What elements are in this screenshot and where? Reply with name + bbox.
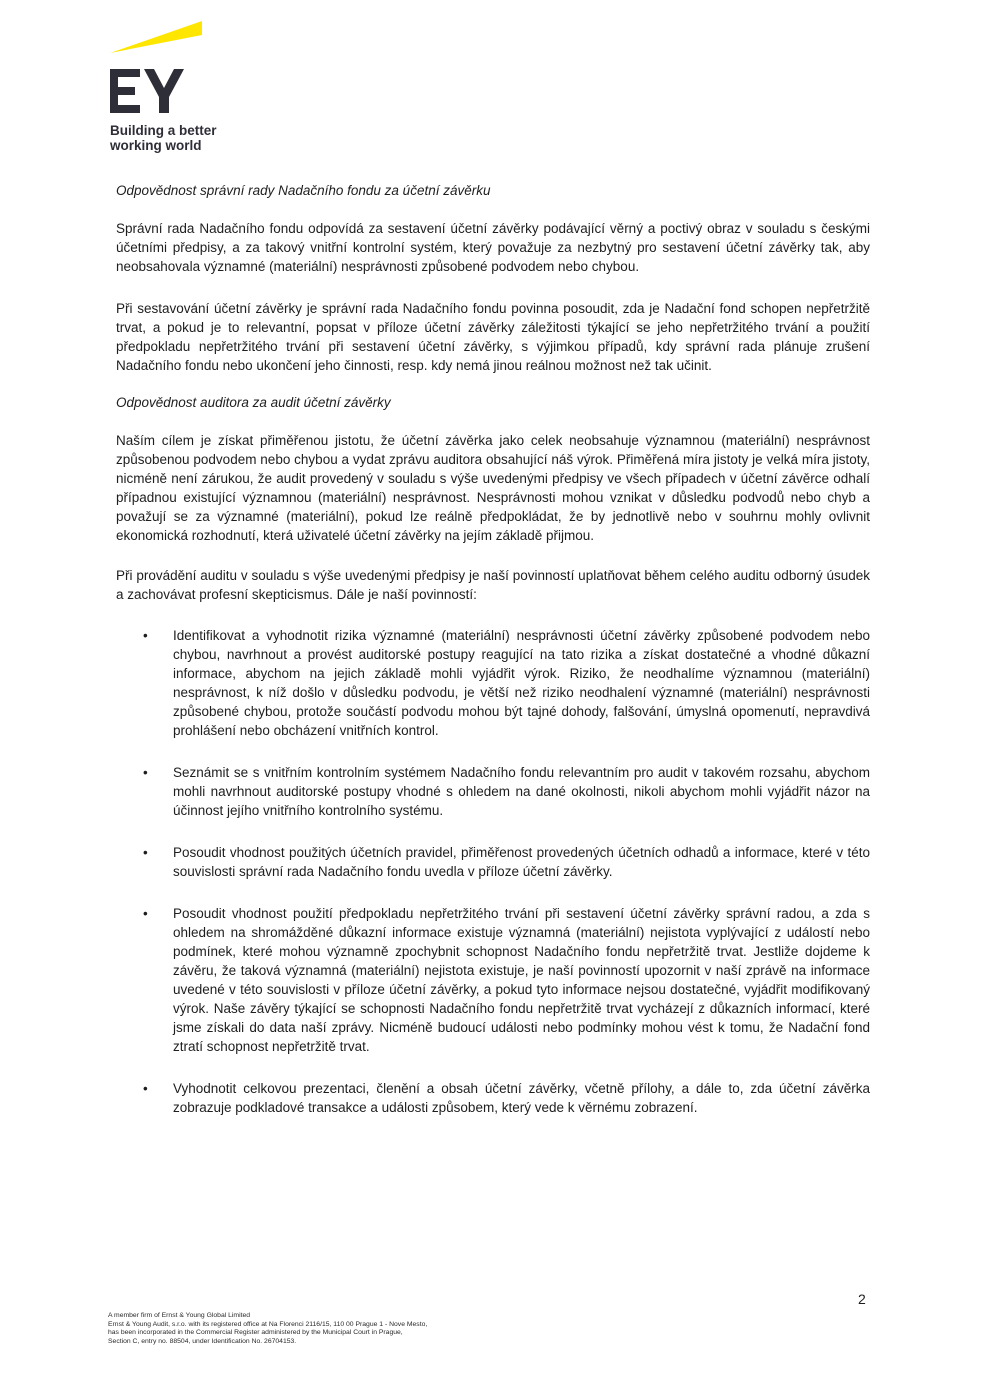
list-item <box>116 626 870 740</box>
footer-line1: A member firm of Ernst & Young Global Limited <box>108 1312 251 1319</box>
paragraph-board-responsibility: Správní rada Nadačního fondu odpovídá za sestavení účetní závěrky podávající věrný a poctivý obraz v souladu s českými účetními předpisy, a za takový vnitřní kontrolní systém, který považuje za nezbytný pro sestavení účetní závěrky tak, aby neobsahovala významné (materiální) nesprávnosti způsobené podvodem nebo chybou. <box>116 221 870 274</box>
list-item-text: Identifikovat a vyhodnotit rizika významné (materiální) nesprávnosti účetní závěrky způsobené podvodem nebo chybou, navrhnout a provést auditorské postupy reagující na tato rizika a získat dostatečné a vhodné důkazní informace, abychom na jejich základě mohli vyjádřit výrok. Riziko, že neodhalíme významnou (materiální) nesprávnost, k níž došlo v důsledku podvodu, je větší než riziko neodhalení významné (materiální) nesprávnosti způsobené chybou, protože součástí podvodu mohou být tajné dohody, falšování, úmyslná opomenutí, nepravdivá prohlášení nebo obcházení vnitřních kontrol. <box>173 628 870 738</box>
list-item-text: Vyhodnotit celkovou prezentaci, členění a obsah účetní závěrky, včetně přílohy, a dále to, zda účetní závěrka zobrazuje podkladové transakce a události způsobem, který vede k věrnému zobrazení. <box>173 1081 870 1115</box>
list-item <box>116 1079 870 1117</box>
footer-line3: has been incorporated in the Commercial Register administered by the Municipal Court in Prague, <box>108 1329 403 1337</box>
list-item <box>116 843 870 881</box>
footer-line2: Ernst & Young Audit, s.r.o. with its registered office at Na Florenci 2116/15, 110 00 Prague 1 - Nove Mesto, <box>108 1320 428 1328</box>
logo-tagline <box>110 123 250 153</box>
list-item-text: Seznámit se s vnitřním kontrolním systémem Nadačního fondu relevantním pro audit v takovém rozsahu, abychom mohli navrhnout auditorské postupy vhodné s ohledem na dané okolnosti, nikoli abychom mohli vyjádřit názor na účinnost jejího vnitřního kontrolního systému. <box>173 765 870 818</box>
paragraph-audit-duties-intro: Při provádění auditu v souladu s výše uvedenými předpisy je naší povinností uplatňovat během celého auditu odborný úsudek a zachovávat profesní skepticismus. Dále je naší povinností: <box>116 568 870 602</box>
tagline-line1: Building a better <box>110 123 217 138</box>
bullet-marker: • <box>143 906 148 921</box>
legal-footer <box>108 1312 568 1346</box>
list-item <box>116 904 870 1056</box>
tagline-line2: working world <box>110 138 202 153</box>
audit-duties-list <box>116 626 870 1117</box>
bullet-marker: • <box>143 765 148 780</box>
list-item-text: Posoudit vhodnost použití předpokladu nepřetržitého trvání při sestavení účetní závěrky správní radou, a zda s ohledem na shromážděné důkazní informace existuje významná (materiální) nejistota vyplývající z událostí nebo podmínek, které mohou významně zpochybnit schopnost Nadačního fondu nepřetržitě trvat. Jestliže dojdeme k závěru, že taková významná (materiální) nejistota existuje, je naší povinností upozornit v naší zprávě na informace uvedené v této souvislosti v příloze účetní závěrky, a pokud tyto informace nejsou dostatečné, vyjádřit modifikovaný výrok. Naše závěry týkající se schopnosti Nadačního fondu nepřetržitě trvat vycházejí z důkazních informací, které jsme získali do data naší zprávy. Nicméně budoucí události nebo podmínky mohou vést k tomu, že Nadační fond ztratí schopnost nepřetržitě trvat. <box>173 906 870 1054</box>
report-body <box>116 181 870 1140</box>
bullet-marker: • <box>143 1081 148 1096</box>
page-number: 2 <box>858 1291 866 1307</box>
list-item <box>116 763 870 820</box>
paragraph-audit-objective: Naším cílem je získat přiměřenou jistotu, že účetní závěrka jako celek neobsahuje významnou (materiální) nesprávnost způsobenou podvodem nebo chybou a vydat zprávu auditora obsahující náš výrok. Přiměřená míra jistoty je velká míra jistoty, nicméně není zárukou, že audit provedený v souladu s výše uvedenými předpisy ve všech případech v účetní závěrce odhalí případnou existující významnou (materiální) nesprávnost. Nesprávnosti mohou vznikat v důsledku podvodů nebo chyb a považují se za významné (materiální), pokud lze reálně předpokládat, že by jednotlivě nebo v souhrnu mohly ovlivnit ekonomická rozhodnutí, která uživatelé účetní závěrky na jejím základě přijmou. <box>116 433 870 543</box>
paragraph-going-concern: Při sestavování účetní závěrky je správní rada Nadačního fondu povinna posoudit, zda je Nadační fond schopen nepřetržitě trvat, a pokud je to relevantní, popsat v příloze účetní závěrky záležitosti týkající se jeho nepřetržitého trvání a použití předpokladu nepřetržitého trvání při sestavení účetní závěrky, s výjimkou případů, kdy správní rada plánuje zrušení Nadačního fondu nebo ukončení jeho činnosti, resp. kdy nemá jinou reálnou možnost než tak učinit. <box>116 301 870 373</box>
logo-letters-ey <box>110 69 184 113</box>
ey-logo-mark <box>108 20 228 120</box>
bullet-marker: • <box>143 845 148 860</box>
list-item-text: Posoudit vhodnost použitých účetních pravidel, přiměřenost provedených účetních odhadů a informace, které v této souvislosti správní rada Nadačního fondu uvedla v příloze účetní závěrky. <box>173 845 870 879</box>
section-heading-auditor-responsibility: Odpovědnost auditora za audit účetní závěrky <box>116 395 391 410</box>
logo-accent-beam <box>110 21 202 53</box>
footer-line4: Section C, entry no. 88504, under Identification No. 26704153. <box>108 1337 297 1345</box>
section-heading-board-responsibility: Odpovědnost správní rady Nadačního fondu za účetní závěrku <box>116 183 491 198</box>
bullet-marker: • <box>143 628 148 643</box>
